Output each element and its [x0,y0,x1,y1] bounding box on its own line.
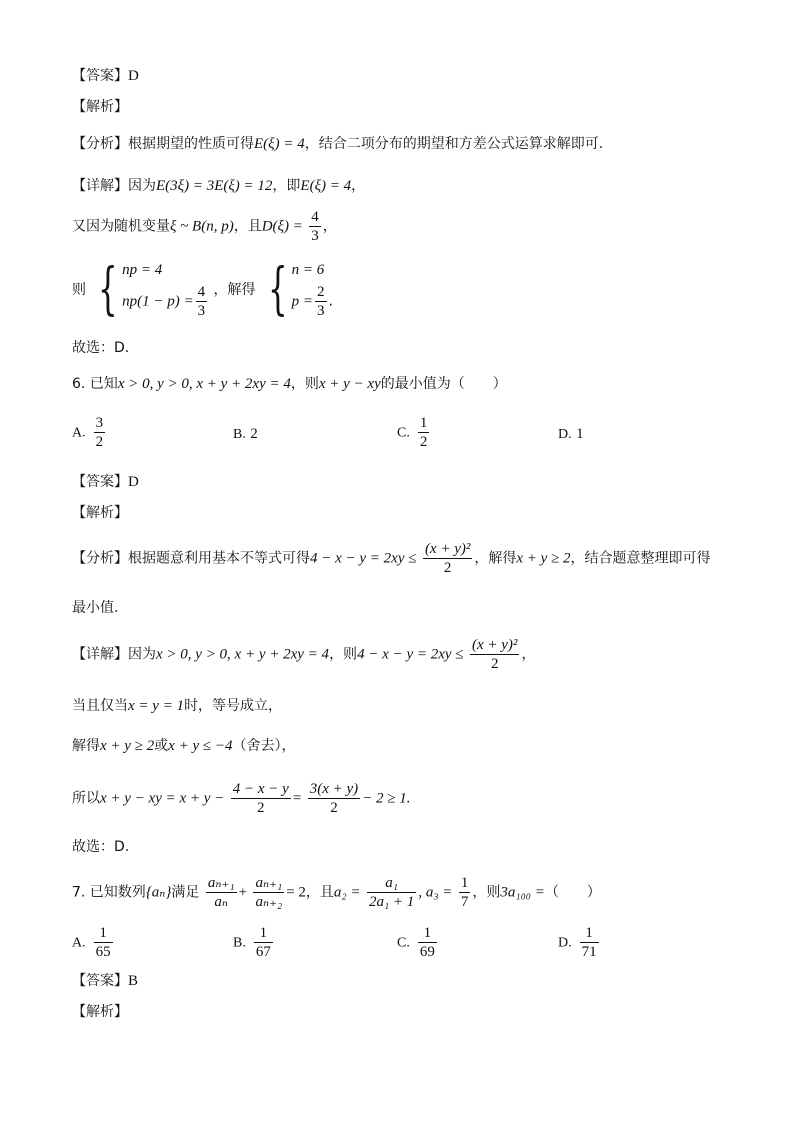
q7-answer: 【答案】B [72,973,139,989]
q5-xiangjie: 【详解】因为E(3ξ) = 3E(ξ) = 12，即E(ξ) = 4， [72,178,366,194]
q5-system-line: 则 { np = 4 np(1 − p) = $\frac{4}{3}$ ，解得 { n = 6 p = $\frac{2}{3}$ . [72,257,333,322]
fraction: $\frac{4}{3}$ [311,209,319,244]
equation-system-2: { n = 6 p = $\frac{2}{3}$ . [268,257,333,322]
q5-answer: 【答案】D [72,68,139,84]
equation-system-1: { np = 4 np(1 − p) = $\frac{4}{3}$ [98,257,206,322]
q6-solve: 解得x + y ≥ 2或x + y ≤ −4（舍去）， [72,738,296,754]
q6-option-c: C. $\frac{1}{2}$ [397,415,428,450]
q5-jiexi: 【解析】 [72,99,128,115]
q6-jiexi: 【解析】 [72,505,128,521]
q7-option-a: A. $\frac{1}{65}$ [72,925,111,960]
q6-guxuan: 故选：D. [72,839,130,855]
q6-stem: 6. 已知x > 0, y > 0, x + y + 2xy = 4，则x + y − xy的最小值为（ ） [72,376,507,392]
q6-answer: 【答案】D [72,474,139,490]
q7-option-d: D. $\frac{1}{71}$ [558,925,597,960]
q7-option-b: B. $\frac{1}{67}$ [233,925,271,960]
q6-option-d: D. 1 [558,426,584,442]
q6-equality: 当且仅当x = y = 1时，等号成立， [72,698,283,714]
q6-fenxi: 【分析】根据题意利用基本不等式可得4 − x − y = 2xy ≤ $\frac{\text{(x + y)²}}{2}$ ，解得x + y ≥ 2，结合题意整理即可得 [72,541,711,576]
q7-jiexi: 【解析】 [72,1004,128,1020]
q6-option-b: B. 2 [233,426,258,442]
q6-xiangjie: 【详解】因为x > 0, y > 0, x + y + 2xy = 4，则4 − x − y = 2xy ≤ $\frac{\text{(x + y)²}}{2}$ ， [72,637,536,672]
q6-so: 所以x + y − xy = x + y − $\frac{4 - x - y}{2}$ = $\frac{3(x + y)}{2}$ − 2 ≥ 1. [72,781,411,816]
q5-line2: 又因为随机变量ξ ~ B(n, p)，且D(ξ) = $\frac{4}{3}$ ， [72,209,337,244]
q7-stem: 7. 已知数列{aₙ}满足 $\frac{\text{aₙ₊₁}}{\text{aₙ}}$ + $\frac{\text{aₙ₊₁}}{\text{aₙ₊₂}}$ = 2，且a₂ = $\frac{\text{a₁}}{\text{2a₁ + 1}}$ , a₃ = $\frac{1}{7}$ ，则3a₁₀₀ =（ ） [72,875,601,910]
q7-option-c: C. $\frac{1}{69}$ [397,925,435,960]
q5-fenxi: 【分析】根据期望的性质可得E(ξ) = 4，结合二项分布的期望和方差公式运算求解即可. [72,136,604,152]
q6-option-a: A. $\frac{3}{2}$ [72,415,104,450]
q5-guxuan: 故选：D. [72,340,130,356]
q6-fenxi-line2: 最小值. [72,600,119,616]
